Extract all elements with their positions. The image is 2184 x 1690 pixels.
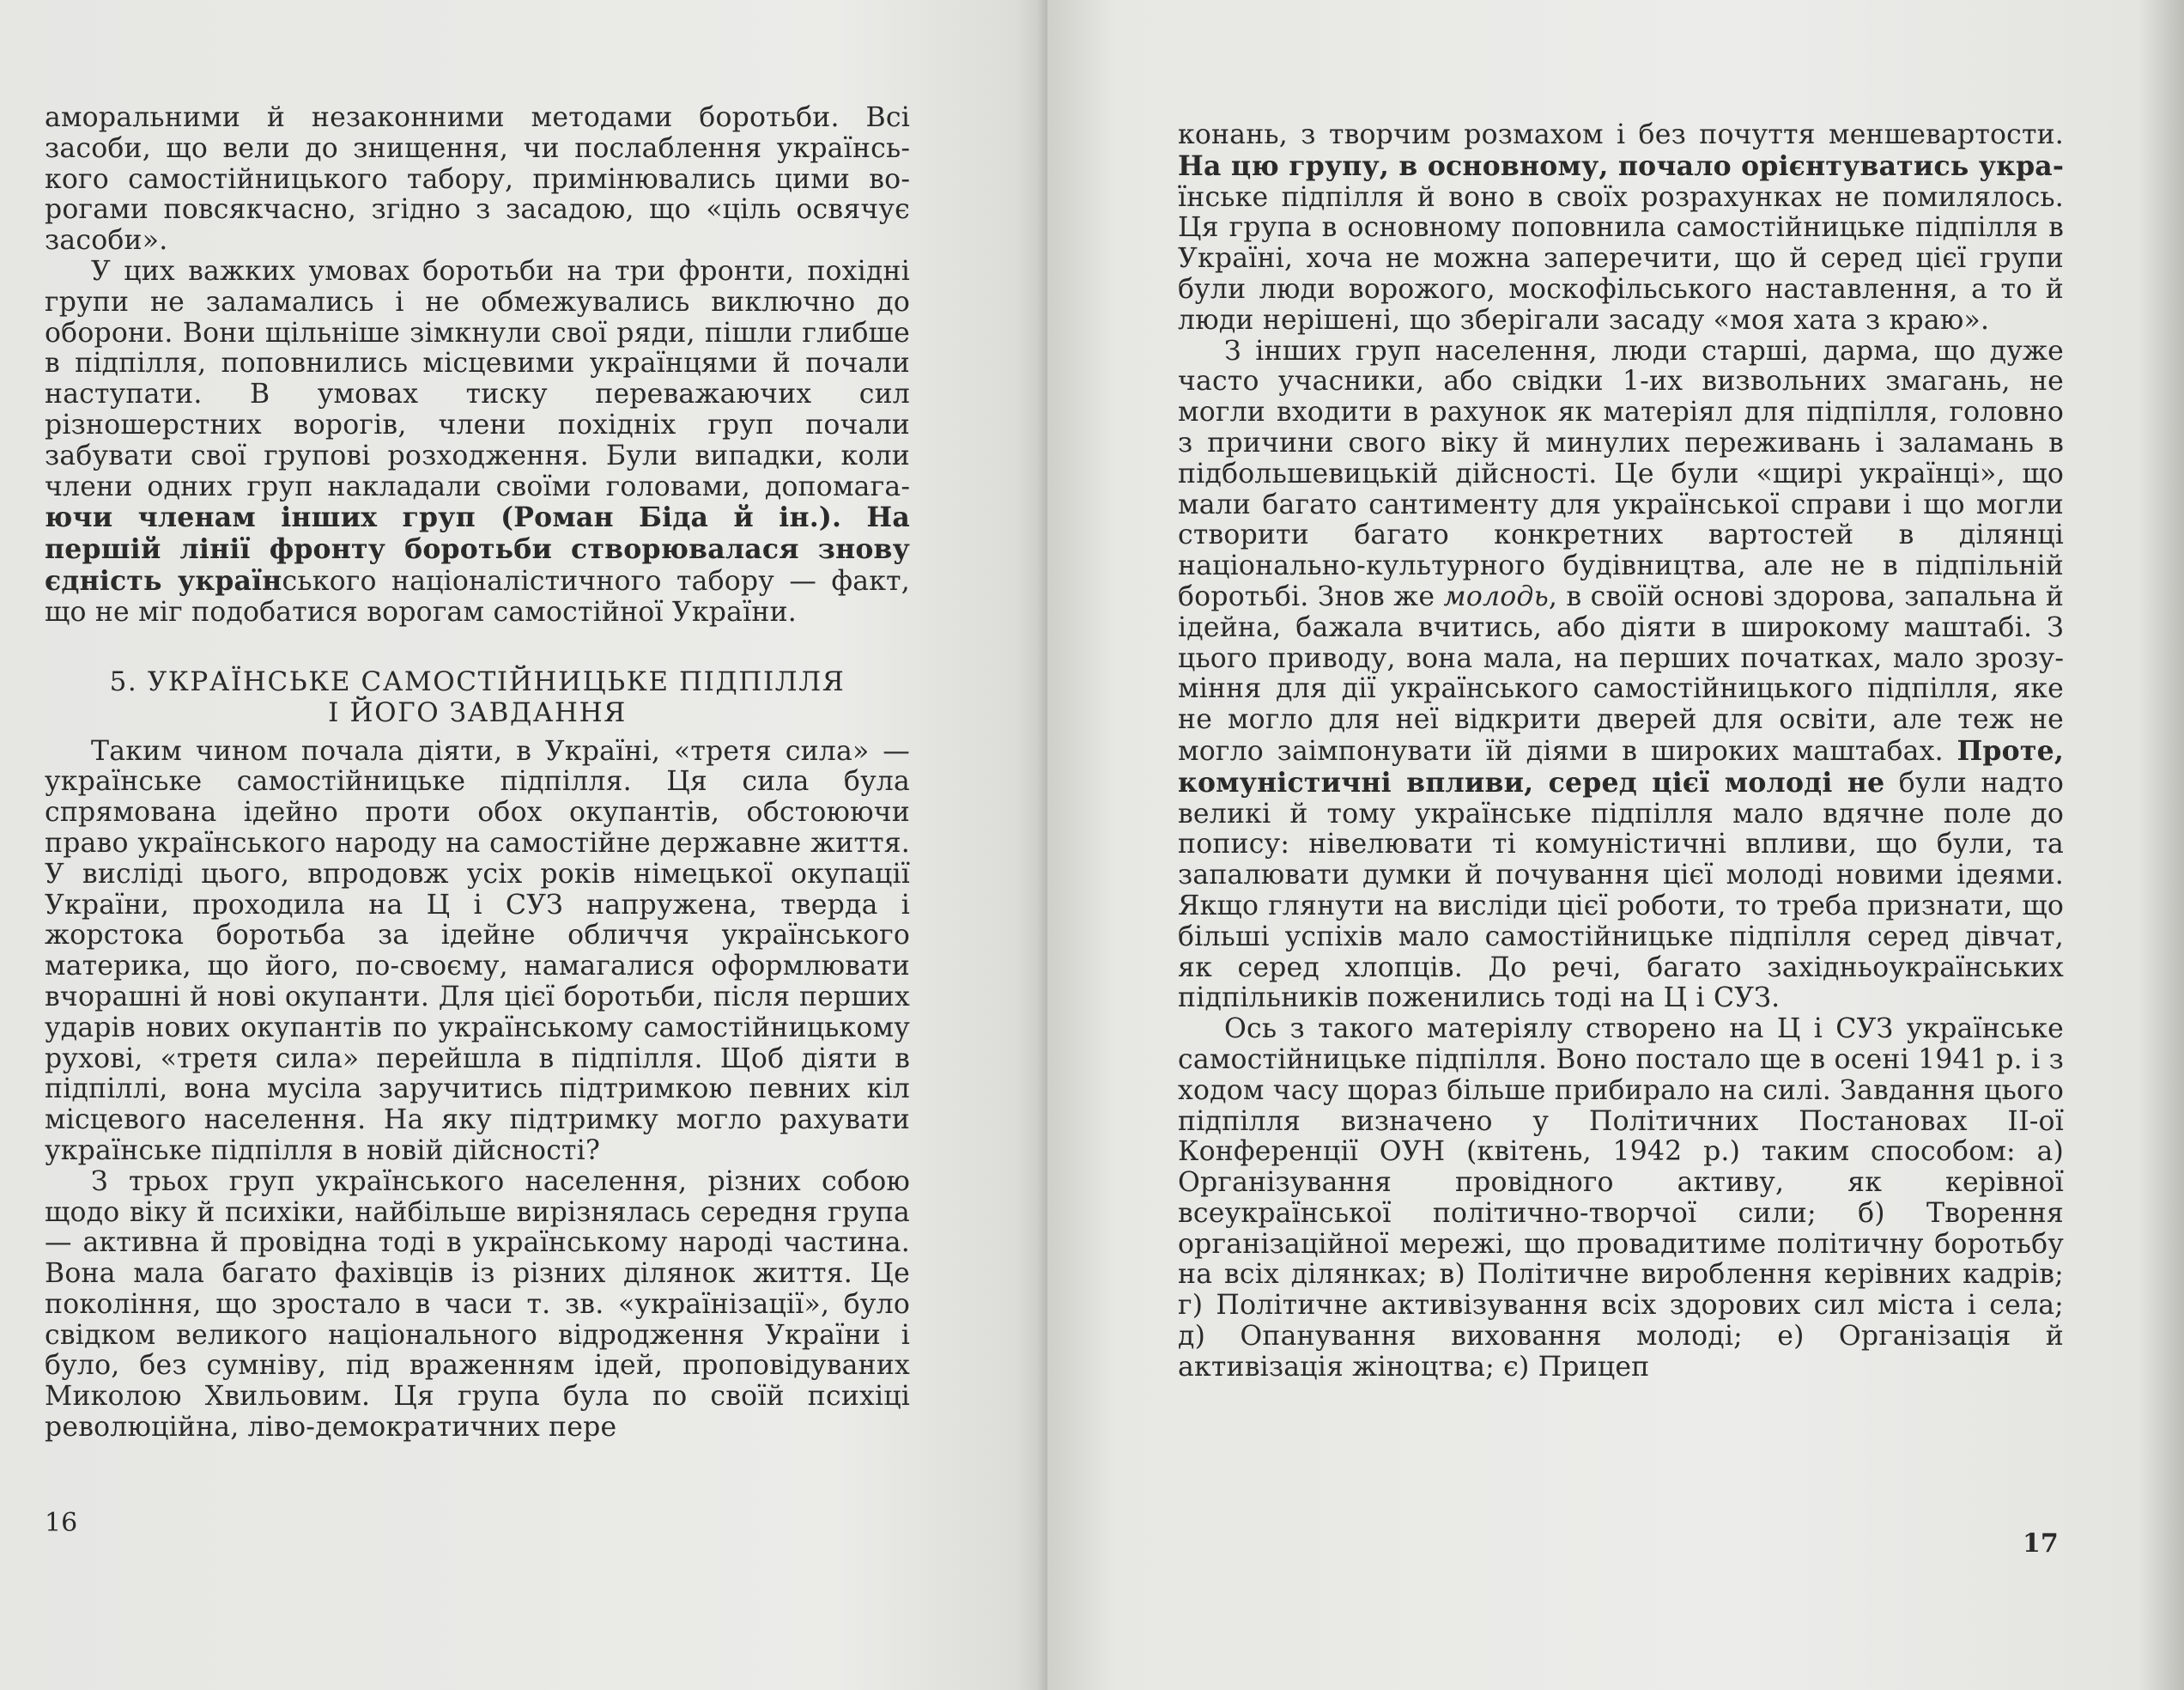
paragraph-bold-text: На цю групу, в основному, почало орієнтуватись укра	[1178, 149, 2064, 182]
paragraph-text: ського націоналістичного табору — факт, що не міг подобатися ворогам самостійної України.	[45, 565, 910, 628]
paragraph-text: були надто великі й тому українське підпілля мало вдячне поле до попису: нівелювати ті комуністичні впливи, що були, та запалювати думки й почування цієї молоді новими ідеями. Якщо глянути на висліди цієї роботи, то треба признати, що більші успіхів мало самостійницьке підпілля серед дівчат, як серед хлопців. До речі, багато західньоукраїнських підпільників поженились тоді на Ц і СУЗ.	[1178, 767, 2064, 1014]
page-number: 17	[2023, 1529, 2059, 1559]
paragraph-text: конань, з творчим розмахом і без почуття меншевартости.	[1178, 119, 2064, 150]
section-heading-line: 5. УКРАЇНСЬКЕ САМОСТІЙНИЦЬКЕ ПІДПІЛЛЯ	[109, 666, 846, 697]
paragraph-italic-text: молодь	[1443, 581, 1549, 612]
paragraph	[1178, 120, 2064, 337]
section-heading	[45, 666, 910, 728]
paragraph: аморальними й незаконними методами боротьби. Всі засоби, що вели до знищення, чи послаблення українського самостійницького табору, примінювались цими ворогами повсякчасно, згідно з засадою, що «ціль освячує засоби».	[45, 102, 910, 257]
paragraph-bold-text: Проте, комуністичні впливи, серед цієї молоді не	[1178, 734, 2064, 799]
paragraph	[45, 257, 910, 629]
paragraph: Ось з такого матеріялу створено на Ц і СУЗ українське самостійницьке підпілля. Воно постало ще в осені 1941 р. і з ходом часу щораз більше прибирало на силі. Завдання цього підпілля визначено у Політичних Постановах ІІ-ої Конференції ОУН (квітень, 1942 р.) таким способом: а) Організування провідного активу, як керівної всеукраїнської політично-творчої сили; б) Творення організаційної мережі, що провадитиме політичну боротьбу на всіх ділянках; в) Політичне вироблення керівних кадрів; г) Політичне активізування всіх здорових сил міста і села; д) Опанування виховання молоді; е) Організація й активізація жіноцтва; є) Прицеп	[1178, 1013, 2064, 1383]
paragraph-text: їнське підпілля й воно в своїх розрахунках не помилялось. Ця група в основному поповнила самостійницьке підпілля в Україні, хоча не можна заперечити, що й серед цієї групи були люди ворожого, москофільського наставлення, а то й люди нерішені, що зберігали засаду «моя хата з краю».	[1178, 181, 2064, 336]
paragraph	[1178, 337, 2064, 1015]
right-page	[1047, 0, 2184, 1690]
paragraph-text: , в своїй основі здорова, запальна й ідейна, бажала вчитись, або діяти в широкому маштабі. З цього приводу, вона мала, на перших початках, мало зрозуміння для дії українського самостійницького підпілля, яке не могло для неї відкрити дверей для освіти, але теж не могло заімпонувати їй діями в широких маштабах.	[1178, 581, 2065, 767]
right-page-text	[1178, 120, 2064, 1383]
paragraph-text: З інших груп населення, люди старші, дарма, що дуже часто учасники, або свідки 1-их визвольних змагань, не могли входити в рахунок як матеріял для підпілля, головно з причини свого віку й минулих переживань і заламань в підбольшевицькій дійсності. Це були «щирі українці», що мали багато сантименту для української справи і що могли створити багато конкретних вартостей в ділянці національно-культурного будівництва, але не в підпільній боротьбі. Знов же	[1178, 335, 2064, 612]
paragraph-bold-text: ючи членам інших груп (Роман Біда й ін.). На першій лінії фронту боротьби створювалася знову єдність україн	[45, 502, 910, 597]
paragraph: З трьох груп українського населення, різних собою щодо віку й психіки, найбільше вирізнялась середня група — активна й провідна тоді в українському народі частина. Вона мала багато фахівців із різних ділянок життя. Це покоління, що зростало в часи т. зв. «українізації», було свідком великого національного відродження України і було, без сумніву, під враженням ідей, проповідуваних Миколою Хвильовим. Ця група була по своїй психіці революційна, ліво-демократичних пере	[45, 1165, 910, 1444]
left-page	[0, 0, 1047, 1690]
page-number: 16	[45, 1508, 78, 1538]
left-page-text	[45, 103, 910, 1444]
section-heading-line: І ЙОГО ЗАВДАННЯ	[328, 696, 627, 728]
paragraph-text: У цих важких умовах боротьби на три фронти, похідні групи не заламались і не обмежувались виключно до оборони. Вони щільніше зімкнули свої ряди, пішли глибше в підпілля, поповнились місцевими українцями й почали наступати. В умовах тиску переважаючих сил різношерстних ворогів, члени похідніх груп почали забувати свої групові розходження. Були випадки, коли члени одних груп накладали своїми головами, допомага	[45, 255, 910, 502]
paragraph: Таким чином почала діяти, в Україні, «третя сила» — українське самостійницьке підпілля. Ця сила була спрямована ідейно проти обох окупантів, обстоюючи право українського народу на самостійне державне життя. У висліді цього, впродовж усіх років німецької окупації України, проходила на Ц і СУЗ напружена, тверда і жорстока боротьба за ідейне обличчя українського материка, що його, по-своєму, намагалися оформлювати вчорашні й нові окупанти. Для цієї боротьби, після перших ударів нових окупантів по українському самостійницькому рухові, «третя сила» перейшла в підпілля. Щоб діяти в підпіллі, вона мусіла заручитись підтримкою певних кіл місцевого населення. На яку підтримку могло рахувати українське підпілля в новій дійсності?	[45, 735, 910, 1166]
